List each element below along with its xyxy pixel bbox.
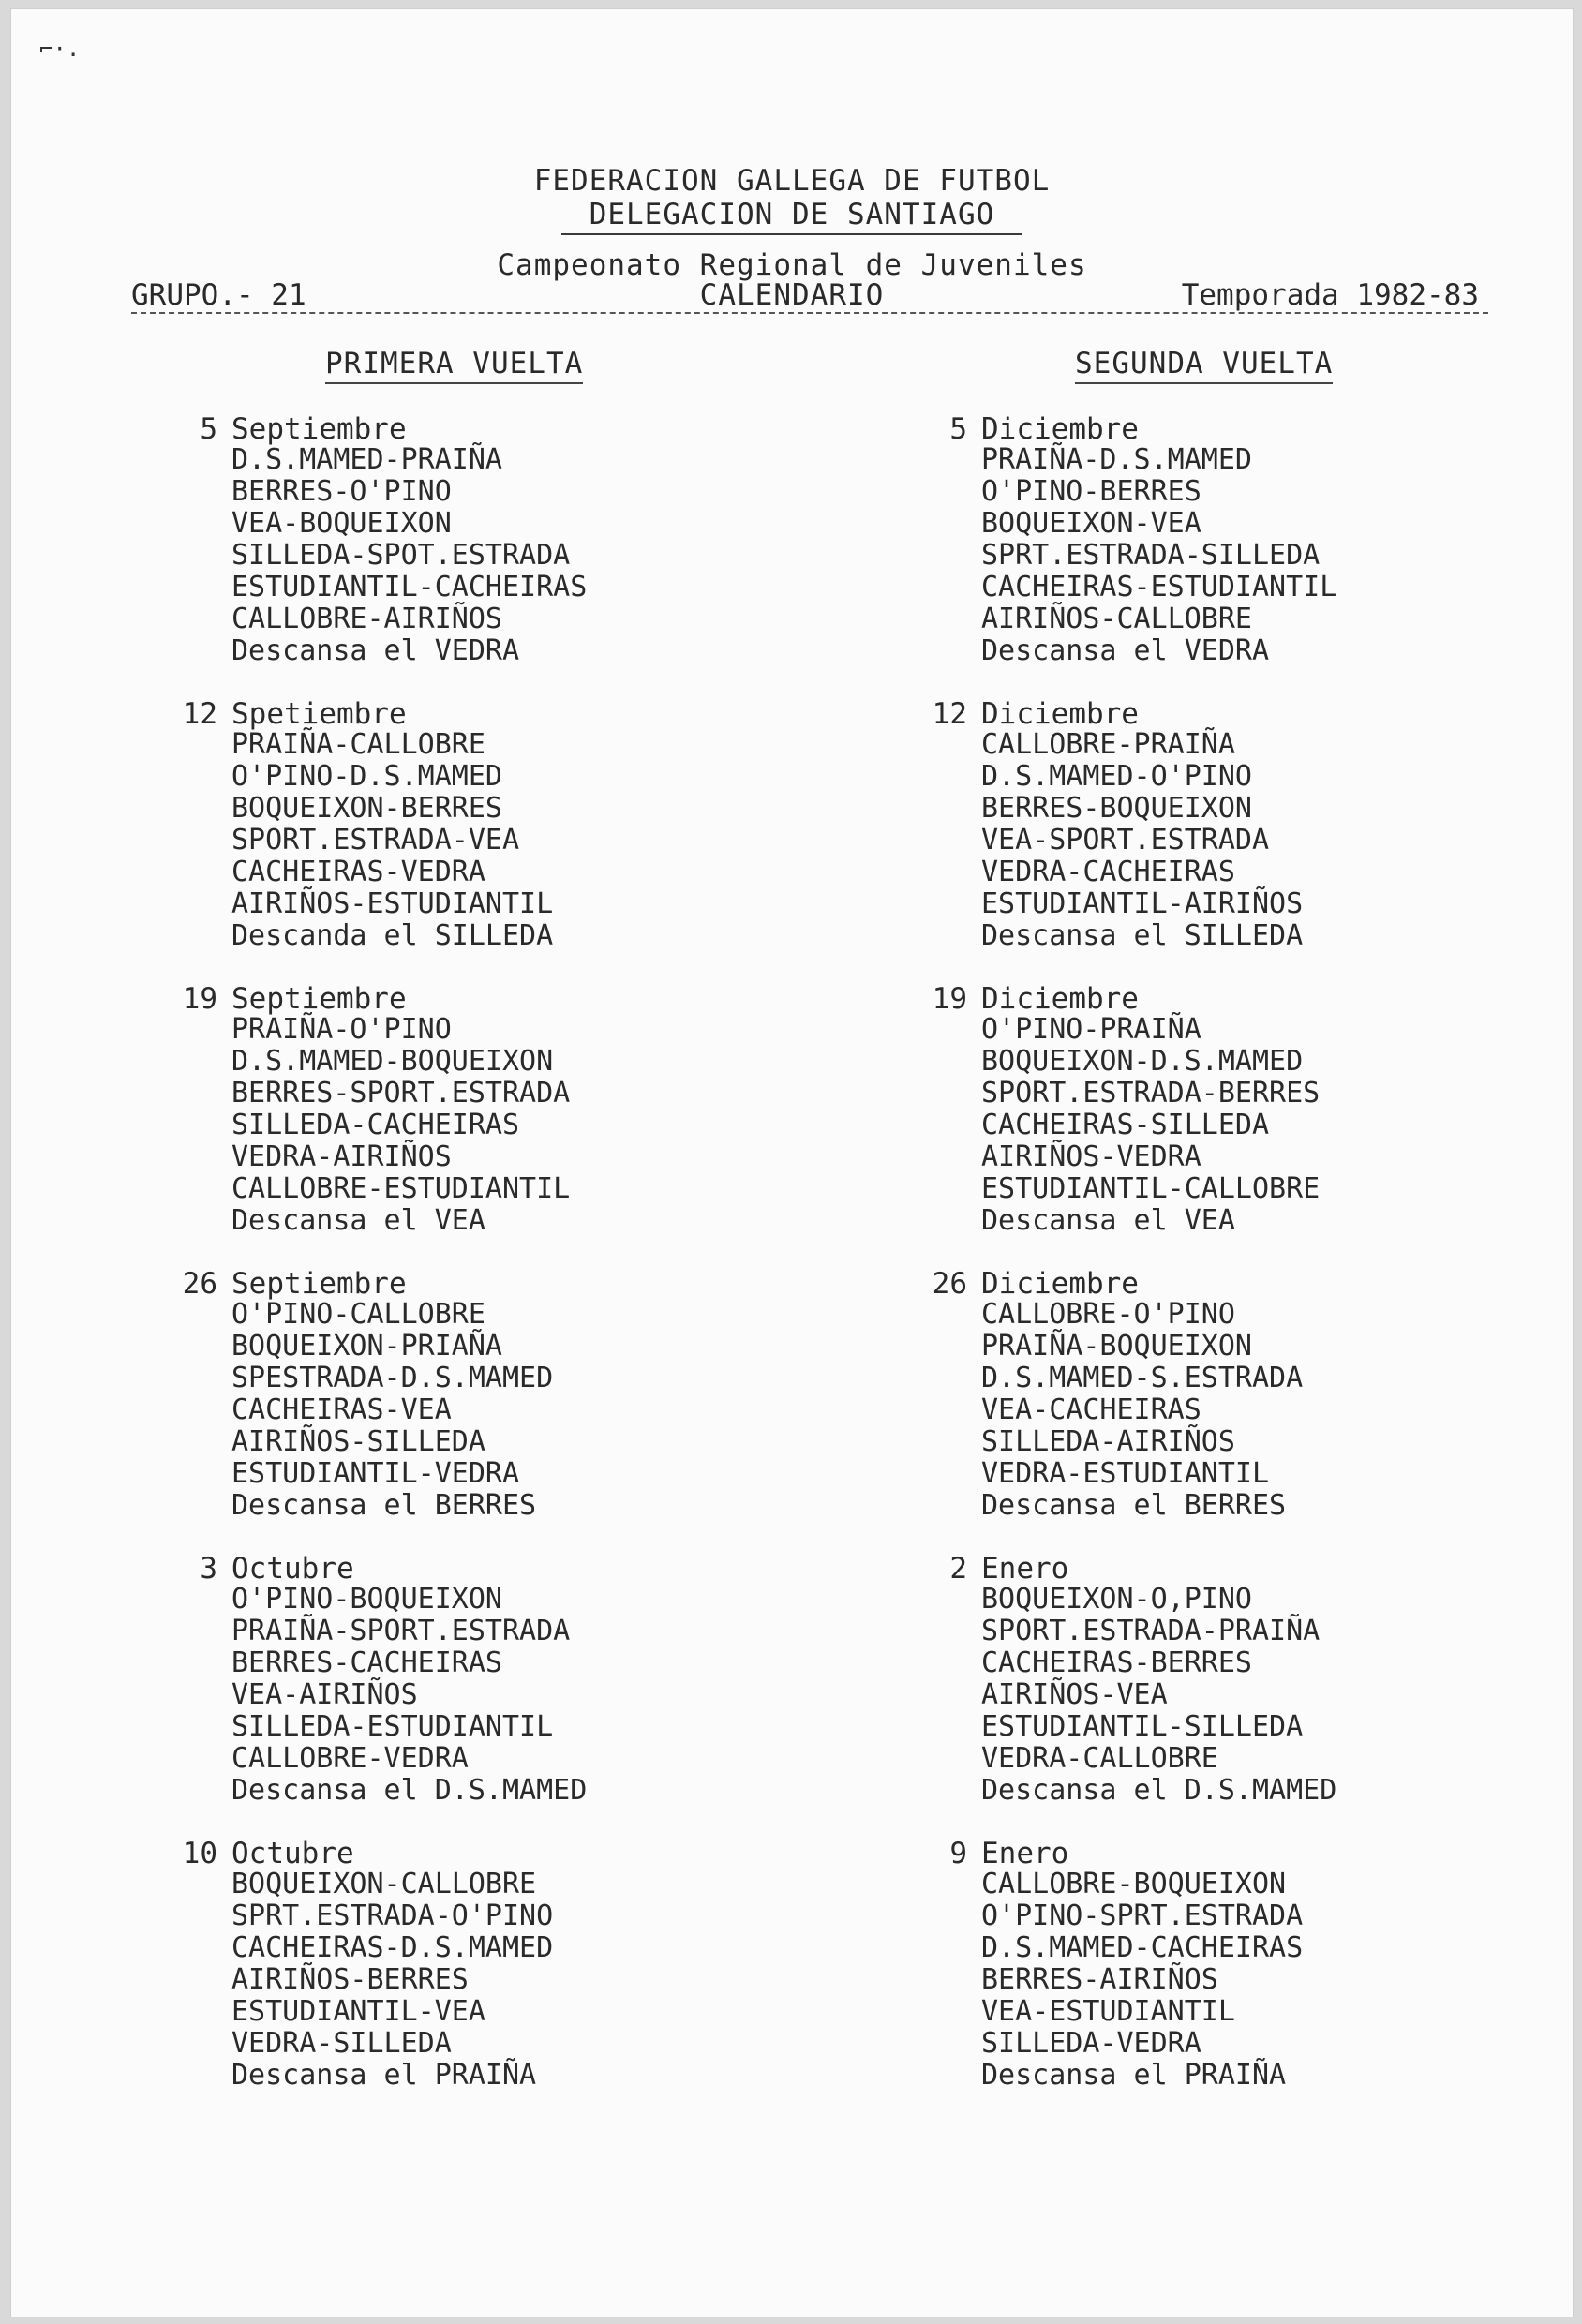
match-line: ESTUDIANTIL-VEA xyxy=(231,1995,485,2028)
match-line: SPRT.ESTRADA-SILLEDA xyxy=(981,539,1321,572)
round-month: Octubre xyxy=(231,1837,354,1870)
match-line: PRAIÑA-D.S.MAMED xyxy=(981,443,1252,476)
match-line: O'PINO-CALLOBRE xyxy=(231,1298,485,1331)
rest-team-line: Descansa el BERRES xyxy=(231,1489,537,1522)
match-line: AIRIÑOS-VEA xyxy=(981,1678,1168,1711)
match-line: D.S.MAMED-O'PINO xyxy=(981,760,1252,793)
match-line: VEA-AIRIÑOS xyxy=(231,1678,418,1711)
match-line: CACHEIRAS-D.S.MAMED xyxy=(231,1931,554,1964)
match-line: VEDRA-CALLOBRE xyxy=(981,1742,1218,1775)
match-line: BOQUEIXON-D.S.MAMED xyxy=(981,1045,1304,1078)
round-day: 3 xyxy=(200,1552,217,1586)
match-line: AIRIÑOS-VEDRA xyxy=(981,1140,1201,1173)
round-day: 26 xyxy=(932,1267,967,1301)
match-line: SPRT.ESTRADA-O'PINO xyxy=(231,1899,554,1932)
match-list xyxy=(981,1014,1320,1237)
rest-team-line: Descansa el BERRES xyxy=(981,1489,1287,1522)
match-list xyxy=(981,1869,1303,2092)
match-list xyxy=(231,1014,570,1237)
match-line: SILLEDA-ESTUDIANTIL xyxy=(231,1710,554,1743)
match-line: PRAIÑA-CALLOBRE xyxy=(231,728,485,761)
match-line: BERRES-O'PINO xyxy=(231,475,452,508)
rest-team-line: Descansa el SILLEDA xyxy=(981,919,1304,952)
match-line: D.S.MAMED-PRAIÑA xyxy=(231,443,502,476)
match-line: AIRIÑOS-CALLOBRE xyxy=(981,603,1252,635)
match-line: BOQUEIXON-VEA xyxy=(981,507,1201,540)
match-line: VEDRA-AIRIÑOS xyxy=(231,1140,452,1173)
match-line: BERRES-CACHEIRAS xyxy=(231,1646,502,1679)
match-line: D.S.MAMED-BOQUEIXON xyxy=(231,1045,554,1078)
match-line: AIRIÑOS-ESTUDIANTIL xyxy=(231,887,554,920)
calendar-title: CALENDARIO xyxy=(699,278,885,312)
round-day: 2 xyxy=(949,1552,967,1586)
match-line: VEA-BOQUEIXON xyxy=(231,507,452,540)
round-month: Septiembre xyxy=(231,982,407,1016)
match-line: O'PINO-BOQUEIXON xyxy=(231,1583,502,1616)
match-line: O'PINO-PRAIÑA xyxy=(981,1013,1201,1046)
match-line: CALLOBRE-AIRIÑOS xyxy=(231,603,502,635)
segunda-vuelta-title: SEGUNDA VUELTA xyxy=(1075,347,1333,384)
match-line: SILLEDA-SPOT.ESTRADA xyxy=(231,539,571,572)
match-line: PRAIÑA-SPORT.ESTRADA xyxy=(231,1615,571,1647)
rest-team-line: Descansa el VEA xyxy=(981,1204,1235,1237)
match-line: BOQUEIXON-BERRES xyxy=(231,792,502,825)
championship-title: Campeonato Regional de Juveniles xyxy=(497,248,1087,282)
rest-team-line: Descansa el PRAIÑA xyxy=(231,2059,537,2092)
rest-team-line: Descansa el VEDRA xyxy=(231,634,520,667)
round-month: Septiembre xyxy=(231,1267,407,1301)
match-line: CACHEIRAS-BERRES xyxy=(981,1646,1252,1679)
round-day: 10 xyxy=(182,1837,217,1870)
match-line: VEDRA-SILLEDA xyxy=(231,2027,452,2060)
ink-mark: ⌐·. xyxy=(39,36,81,62)
match-list xyxy=(231,1869,553,2092)
round-day: 5 xyxy=(949,412,967,446)
match-line: CACHEIRAS-SILLEDA xyxy=(981,1109,1270,1141)
round-day: 12 xyxy=(932,697,967,731)
match-list xyxy=(981,444,1336,667)
round-day: 9 xyxy=(949,1837,967,1870)
header-divider xyxy=(131,312,1488,314)
match-line: CALLOBRE-O'PINO xyxy=(981,1298,1235,1331)
federation-title: FEDERACION GALLEGA DE FUTBOL xyxy=(533,164,1051,198)
match-line: BERRES-SPORT.ESTRADA xyxy=(231,1077,571,1110)
match-list xyxy=(231,1299,553,1522)
match-line: PRAIÑA-O'PINO xyxy=(231,1013,452,1046)
match-line: CACHEIRAS-VEDRA xyxy=(231,856,485,888)
round-month: Octubre xyxy=(231,1552,354,1586)
match-line: VEA-ESTUDIANTIL xyxy=(981,1995,1235,2028)
match-line: CALLOBRE-BOQUEIXON xyxy=(981,1868,1287,1900)
match-list xyxy=(981,1299,1303,1522)
rest-team-line: Descanda el SILLEDA xyxy=(231,919,554,952)
match-line: SPORT.ESTRADA-PRAIÑA xyxy=(981,1615,1321,1647)
match-line: VEDRA-CACHEIRAS xyxy=(981,856,1235,888)
match-line: SILLEDA-VEDRA xyxy=(981,2027,1201,2060)
match-line: BOQUEIXON-CALLOBRE xyxy=(231,1868,537,1900)
round-month: Diciembre xyxy=(981,982,1139,1016)
season-label: Temporada 1982-83 xyxy=(1181,278,1479,312)
delegation-title: DELEGACION DE SANTIAGO xyxy=(561,198,1023,235)
rest-team-line: Descansa el VEDRA xyxy=(981,634,1270,667)
match-line: O'PINO-BERRES xyxy=(981,475,1201,508)
match-list xyxy=(981,1584,1336,1807)
match-line: SPORT.ESTRADA-VEA xyxy=(231,824,520,857)
match-line: ESTUDIANTIL-VEDRA xyxy=(231,1457,520,1490)
round-day: 26 xyxy=(182,1267,217,1301)
rest-team-line: Descansa el PRAIÑA xyxy=(981,2059,1287,2092)
round-day: 19 xyxy=(182,982,217,1016)
match-line: SPESTRADA-D.S.MAMED xyxy=(231,1362,554,1394)
match-line: D.S.MAMED-CACHEIRAS xyxy=(981,1931,1304,1964)
match-line: ESTUDIANTIL-CALLOBRE xyxy=(981,1172,1321,1205)
match-line: BERRES-AIRIÑOS xyxy=(981,1963,1218,1996)
match-line: O'PINO-SPRT.ESTRADA xyxy=(981,1899,1304,1932)
round-day: 12 xyxy=(182,697,217,731)
match-line: BOQUEIXON-PRIAÑA xyxy=(231,1330,502,1363)
match-list xyxy=(981,729,1303,952)
match-list xyxy=(231,1584,587,1807)
match-line: VEA-SPORT.ESTRADA xyxy=(981,824,1270,857)
match-line: D.S.MAMED-S.ESTRADA xyxy=(981,1362,1304,1394)
match-line: AIRIÑOS-BERRES xyxy=(231,1963,469,1996)
segunda-vuelta-column xyxy=(932,347,1582,2092)
match-line: SPORT.ESTRADA-BERRES xyxy=(981,1077,1321,1110)
round-month: Enero xyxy=(981,1552,1069,1586)
match-line: ESTUDIANTIL-SILLEDA xyxy=(981,1710,1304,1743)
round-day: 5 xyxy=(200,412,217,446)
match-list xyxy=(231,729,553,952)
round-month: Diciembre xyxy=(981,697,1139,731)
primera-vuelta-column xyxy=(182,347,864,2092)
match-line: SILLEDA-AIRIÑOS xyxy=(981,1425,1235,1458)
match-line: CALLOBRE-VEDRA xyxy=(231,1742,469,1775)
round-month: Diciembre xyxy=(981,1267,1139,1301)
primera-vuelta-title: PRIMERA VUELTA xyxy=(325,347,583,384)
round-month: Diciembre xyxy=(981,412,1139,446)
match-line: CALLOBRE-PRAIÑA xyxy=(981,728,1235,761)
match-line: CACHEIRAS-VEA xyxy=(231,1393,452,1426)
match-line: AIRIÑOS-SILLEDA xyxy=(231,1425,485,1458)
match-line: VEA-CACHEIRAS xyxy=(981,1393,1201,1426)
match-line: PRAIÑA-BOQUEIXON xyxy=(981,1330,1252,1363)
match-line: BERRES-BOQUEIXON xyxy=(981,792,1252,825)
group-label: GRUPO.- 21 xyxy=(131,278,306,312)
round-month: Septiembre xyxy=(231,412,407,446)
document-page xyxy=(11,9,1573,2317)
rest-team-line: Descansa el D.S.MAMED xyxy=(231,1774,588,1807)
match-line: ESTUDIANTIL-CACHEIRAS xyxy=(231,571,588,603)
match-line: BOQUEIXON-O,PINO xyxy=(981,1583,1252,1616)
match-line: CALLOBRE-ESTUDIANTIL xyxy=(231,1172,571,1205)
match-line: VEDRA-ESTUDIANTIL xyxy=(981,1457,1270,1490)
round-month: Spetiembre xyxy=(231,697,407,731)
round-day: 19 xyxy=(932,982,967,1016)
match-list xyxy=(231,444,587,667)
match-line: CACHEIRAS-ESTUDIANTIL xyxy=(981,571,1337,603)
rest-team-line: Descansa el D.S.MAMED xyxy=(981,1774,1337,1807)
match-line: ESTUDIANTIL-AIRIÑOS xyxy=(981,887,1304,920)
match-line: O'PINO-D.S.MAMED xyxy=(231,760,502,793)
match-line: SILLEDA-CACHEIRAS xyxy=(231,1109,520,1141)
round-month: Enero xyxy=(981,1837,1069,1870)
rest-team-line: Descansa el VEA xyxy=(231,1204,485,1237)
